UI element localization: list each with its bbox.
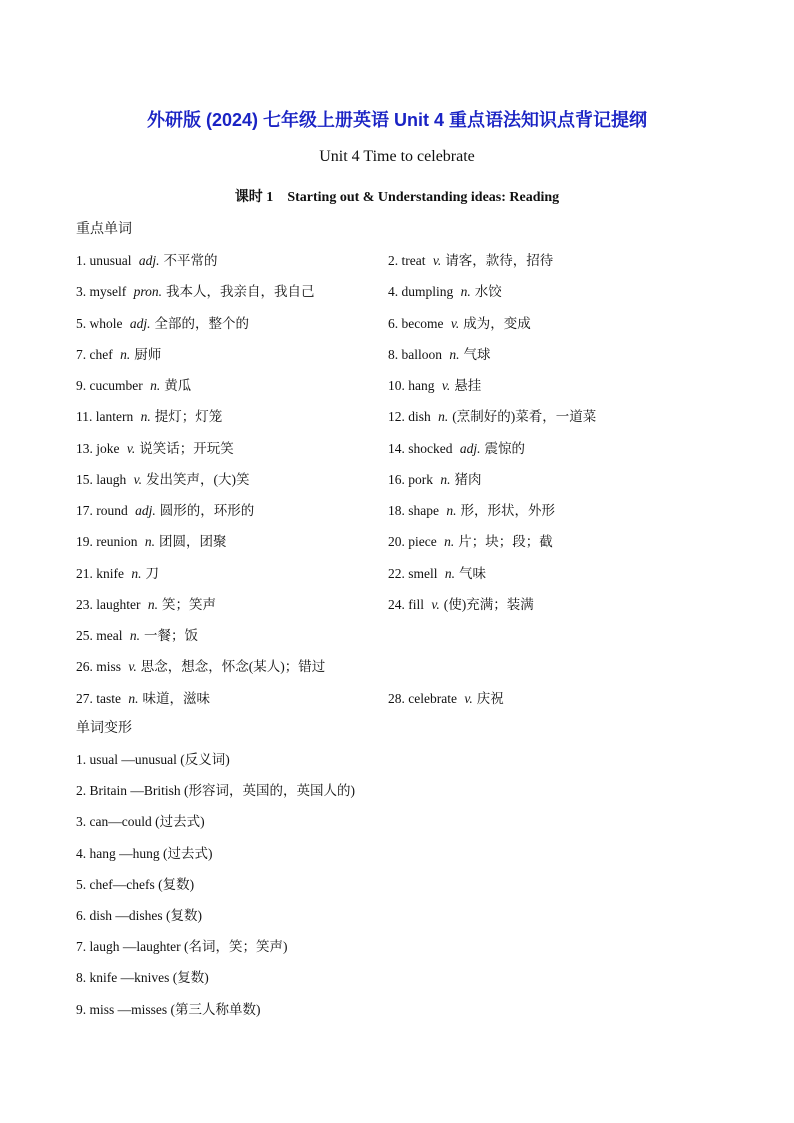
- vocab-item: [76, 468, 250, 488]
- vocab-row: [76, 280, 756, 311]
- lesson-title: Starting out & Understanding ideas: Reading: [287, 190, 560, 205]
- vocab-item: [388, 530, 553, 550]
- vocab-number: 7.: [76, 346, 87, 362]
- vocab-meaning: 团圆，团聚: [159, 534, 227, 550]
- vocab-word: celebrate: [408, 690, 457, 706]
- vocab-item: [388, 437, 525, 457]
- vocab-meaning: 悬挂: [454, 378, 482, 393]
- vocab-part-of-speech: adj.: [459, 440, 481, 456]
- vocab-item: [388, 562, 486, 582]
- vocab-number: 18.: [388, 503, 405, 518]
- vocab-number: 27.: [76, 690, 93, 706]
- vocab-meaning: 黄瓜: [164, 378, 192, 393]
- vocab-word: shocked: [408, 440, 453, 456]
- vocab-number: 14.: [388, 440, 405, 456]
- vocab-part-of-speech: n.: [128, 690, 139, 706]
- vocab-meaning: 水饺: [474, 284, 502, 300]
- vocab-meaning: 笑；笑声: [161, 596, 216, 612]
- vocab-number: 5.: [76, 315, 87, 331]
- vocab-item: [76, 593, 216, 613]
- vocab-part-of-speech: v.: [441, 378, 451, 393]
- vocab-item: [76, 249, 218, 269]
- vocab-row: [76, 374, 756, 405]
- vocab-part-of-speech: pron.: [133, 284, 163, 300]
- vocab-part-of-speech: n.: [147, 596, 158, 612]
- vocab-item: [388, 593, 534, 613]
- vocab-meaning: 庆祝: [476, 690, 504, 706]
- vocab-number: 12.: [388, 409, 405, 425]
- vocab-row: [76, 468, 756, 499]
- vocab-item: [76, 499, 254, 519]
- vocab-word: piece: [408, 534, 437, 550]
- vocab-row: [76, 593, 756, 624]
- vocab-meaning: 气味: [459, 565, 486, 581]
- vocab-number: 10.: [388, 378, 405, 393]
- vocab-row: [76, 437, 756, 468]
- vocab-number: 22.: [388, 565, 405, 581]
- vocab-number: 2.: [388, 253, 399, 268]
- vocab-number: 21.: [76, 565, 93, 581]
- word-forms-heading: 单词变形: [76, 721, 132, 736]
- vocab-part-of-speech: v.: [450, 315, 460, 331]
- vocab-number: 25.: [76, 628, 93, 643]
- vocab-meaning: 猪肉: [454, 471, 482, 487]
- vocab-word: cucumber: [89, 378, 143, 393]
- vocab-item: [388, 374, 481, 394]
- key-words-heading: 重点单词: [76, 222, 132, 237]
- vocab-part-of-speech: v.: [128, 659, 137, 675]
- vocab-word: dish: [408, 409, 431, 425]
- word-form-item: 5. chef—chefs (复数): [76, 876, 195, 892]
- vocab-meaning: 我本人，我亲自，我自己: [166, 284, 315, 300]
- vocab-row: [76, 624, 756, 655]
- vocab-part-of-speech: v.: [431, 596, 440, 612]
- vocab-item: [76, 405, 222, 425]
- vocab-meaning: (使)充满；装满: [443, 596, 534, 612]
- vocab-item: [76, 374, 191, 394]
- vocab-part-of-speech: n.: [438, 409, 449, 425]
- vocab-part-of-speech: v.: [432, 253, 442, 268]
- vocab-meaning: 提灯；灯笼: [154, 409, 223, 425]
- vocab-word: pork: [408, 471, 433, 487]
- vocab-row: [76, 655, 756, 686]
- word-form-item: 9. miss —misses (第三人称单数): [76, 1001, 261, 1017]
- vocab-meaning: 厨师: [134, 346, 162, 362]
- vocab-part-of-speech: n.: [131, 565, 142, 581]
- vocab-row: [76, 312, 756, 343]
- vocab-meaning: 震惊的: [484, 440, 526, 456]
- vocab-item: [76, 530, 227, 550]
- vocab-word: dumpling: [401, 284, 454, 300]
- vocab-word: whole: [89, 315, 123, 331]
- lesson-heading: [0, 186, 794, 206]
- vocab-item: [388, 687, 504, 707]
- word-forms-list: [76, 748, 756, 1029]
- vocab-number: 8.: [388, 346, 399, 362]
- word-form-item: 7. laugh —laughter (名词，笑；笑声): [76, 939, 288, 955]
- vocab-word: round: [96, 503, 128, 518]
- vocab-row: [76, 249, 756, 280]
- vocab-item: [388, 405, 596, 425]
- vocab-item: [388, 343, 491, 363]
- vocabulary-list: [76, 249, 756, 718]
- vocab-item: [388, 499, 555, 519]
- vocab-part-of-speech: adj.: [138, 253, 160, 268]
- vocab-item: [388, 280, 502, 300]
- vocab-part-of-speech: n.: [449, 346, 460, 362]
- vocab-word: meal: [96, 628, 123, 643]
- vocab-meaning: 说笑话；开玩笑: [139, 440, 234, 456]
- vocab-part-of-speech: n.: [150, 378, 161, 393]
- vocab-number: 6.: [388, 315, 399, 331]
- vocab-number: 4.: [388, 284, 399, 300]
- vocab-word: laugh: [96, 471, 127, 487]
- vocab-word: miss: [96, 659, 122, 675]
- vocab-word: joke: [96, 440, 120, 456]
- vocab-word: hang: [408, 378, 435, 393]
- vocab-meaning: 全部的，整个的: [154, 315, 250, 331]
- vocab-word: unusual: [89, 253, 132, 268]
- vocab-meaning: 成为，变成: [463, 315, 531, 331]
- vocab-number: 15.: [76, 471, 93, 487]
- vocab-part-of-speech: n.: [129, 628, 140, 643]
- vocab-number: 9.: [76, 378, 87, 393]
- word-form-item: 3. can—could (过去式): [76, 814, 205, 830]
- vocab-part-of-speech: v.: [133, 471, 142, 487]
- vocab-meaning: 请客，款待，招待: [445, 253, 554, 268]
- vocab-part-of-speech: v.: [464, 690, 473, 706]
- vocab-number: 26.: [76, 659, 93, 675]
- vocab-word: shape: [408, 503, 439, 518]
- vocab-item: [388, 312, 531, 332]
- vocab-meaning: 一餐；饭: [144, 628, 198, 643]
- vocab-item: [76, 280, 315, 300]
- vocab-number: 28.: [388, 690, 405, 706]
- vocab-row: [76, 687, 756, 718]
- vocab-row: [76, 530, 756, 561]
- word-form-item: 4. hang —hung (过去式): [76, 845, 213, 861]
- vocab-item: [76, 312, 249, 332]
- vocab-part-of-speech: n.: [440, 471, 451, 487]
- vocab-word: myself: [89, 284, 127, 300]
- vocab-meaning: 不平常的: [163, 253, 218, 268]
- vocab-row: [76, 499, 756, 530]
- vocab-item: [76, 562, 159, 582]
- word-form-item: 2. Britain —British (形容词，英国的，英国人的): [76, 783, 355, 799]
- vocab-item: [76, 655, 325, 675]
- vocab-meaning: 气球: [463, 346, 491, 362]
- unit-subtitle: Unit 4 Time to celebrate: [319, 148, 475, 165]
- document-title: 外研版 (2024) 七年级上册英语 Unit 4 重点语法知识点背记提纲: [146, 110, 648, 130]
- vocab-word: chef: [89, 346, 113, 362]
- vocab-row: [76, 562, 756, 593]
- vocab-part-of-speech: n.: [444, 565, 455, 581]
- vocab-part-of-speech: adj.: [129, 315, 151, 331]
- lesson-label: 课时 1: [234, 190, 274, 205]
- vocab-word: become: [401, 315, 444, 331]
- vocab-part-of-speech: n.: [140, 409, 151, 425]
- vocab-meaning: 味道，滋味: [142, 690, 210, 706]
- vocab-number: 23.: [76, 596, 93, 612]
- vocab-item: [388, 468, 482, 488]
- vocab-item: [76, 687, 210, 707]
- vocab-word: fill: [408, 596, 424, 612]
- vocab-number: 20.: [388, 534, 405, 550]
- vocab-number: 13.: [76, 440, 93, 456]
- vocab-word: balloon: [401, 346, 442, 362]
- vocab-number: 24.: [388, 596, 405, 612]
- vocab-part-of-speech: n.: [144, 534, 155, 550]
- vocab-meaning: (烹制好的)菜肴，一道菜: [452, 409, 597, 425]
- vocab-word: treat: [401, 253, 426, 268]
- vocab-number: 11.: [76, 409, 93, 425]
- vocab-part-of-speech: n.: [460, 284, 471, 300]
- vocab-item: [76, 437, 234, 457]
- vocab-number: 17.: [76, 503, 93, 518]
- vocab-word: taste: [96, 690, 121, 706]
- vocab-part-of-speech: v.: [126, 440, 136, 456]
- vocab-item: [76, 343, 161, 363]
- vocab-number: 19.: [76, 534, 93, 550]
- vocab-meaning: 思念，想念，怀念(某人)；错过: [140, 659, 326, 675]
- word-form-item: 1. usual —unusual (反义词): [76, 752, 230, 767]
- word-form-item: 6. dish —dishes (复数): [76, 907, 202, 923]
- vocab-word: lantern: [95, 409, 134, 425]
- vocab-word: knife: [96, 565, 124, 581]
- vocab-item: [388, 249, 553, 269]
- vocab-part-of-speech: n.: [120, 346, 131, 362]
- vocab-word: smell: [408, 565, 438, 581]
- vocab-part-of-speech: adj.: [135, 503, 156, 518]
- vocab-meaning: 圆形的，环形的: [159, 503, 255, 518]
- vocab-number: 16.: [388, 471, 405, 487]
- word-form-item: 8. knife —knives (复数): [76, 970, 209, 986]
- vocab-number: 1.: [76, 253, 87, 268]
- vocab-word: reunion: [96, 534, 138, 550]
- vocab-meaning: 片；块；段；截: [458, 534, 553, 550]
- vocab-row: [76, 343, 756, 374]
- vocab-item: [76, 624, 198, 644]
- vocab-word: laughter: [96, 596, 141, 612]
- vocab-meaning: 刀: [145, 565, 159, 581]
- vocab-part-of-speech: n.: [444, 534, 455, 550]
- vocab-part-of-speech: n.: [446, 503, 457, 518]
- vocab-row: [76, 405, 756, 436]
- vocab-meaning: 发出笑声，(大)笑: [146, 471, 250, 487]
- vocab-meaning: 形，形状，外形: [460, 503, 555, 518]
- vocab-number: 3.: [76, 284, 87, 300]
